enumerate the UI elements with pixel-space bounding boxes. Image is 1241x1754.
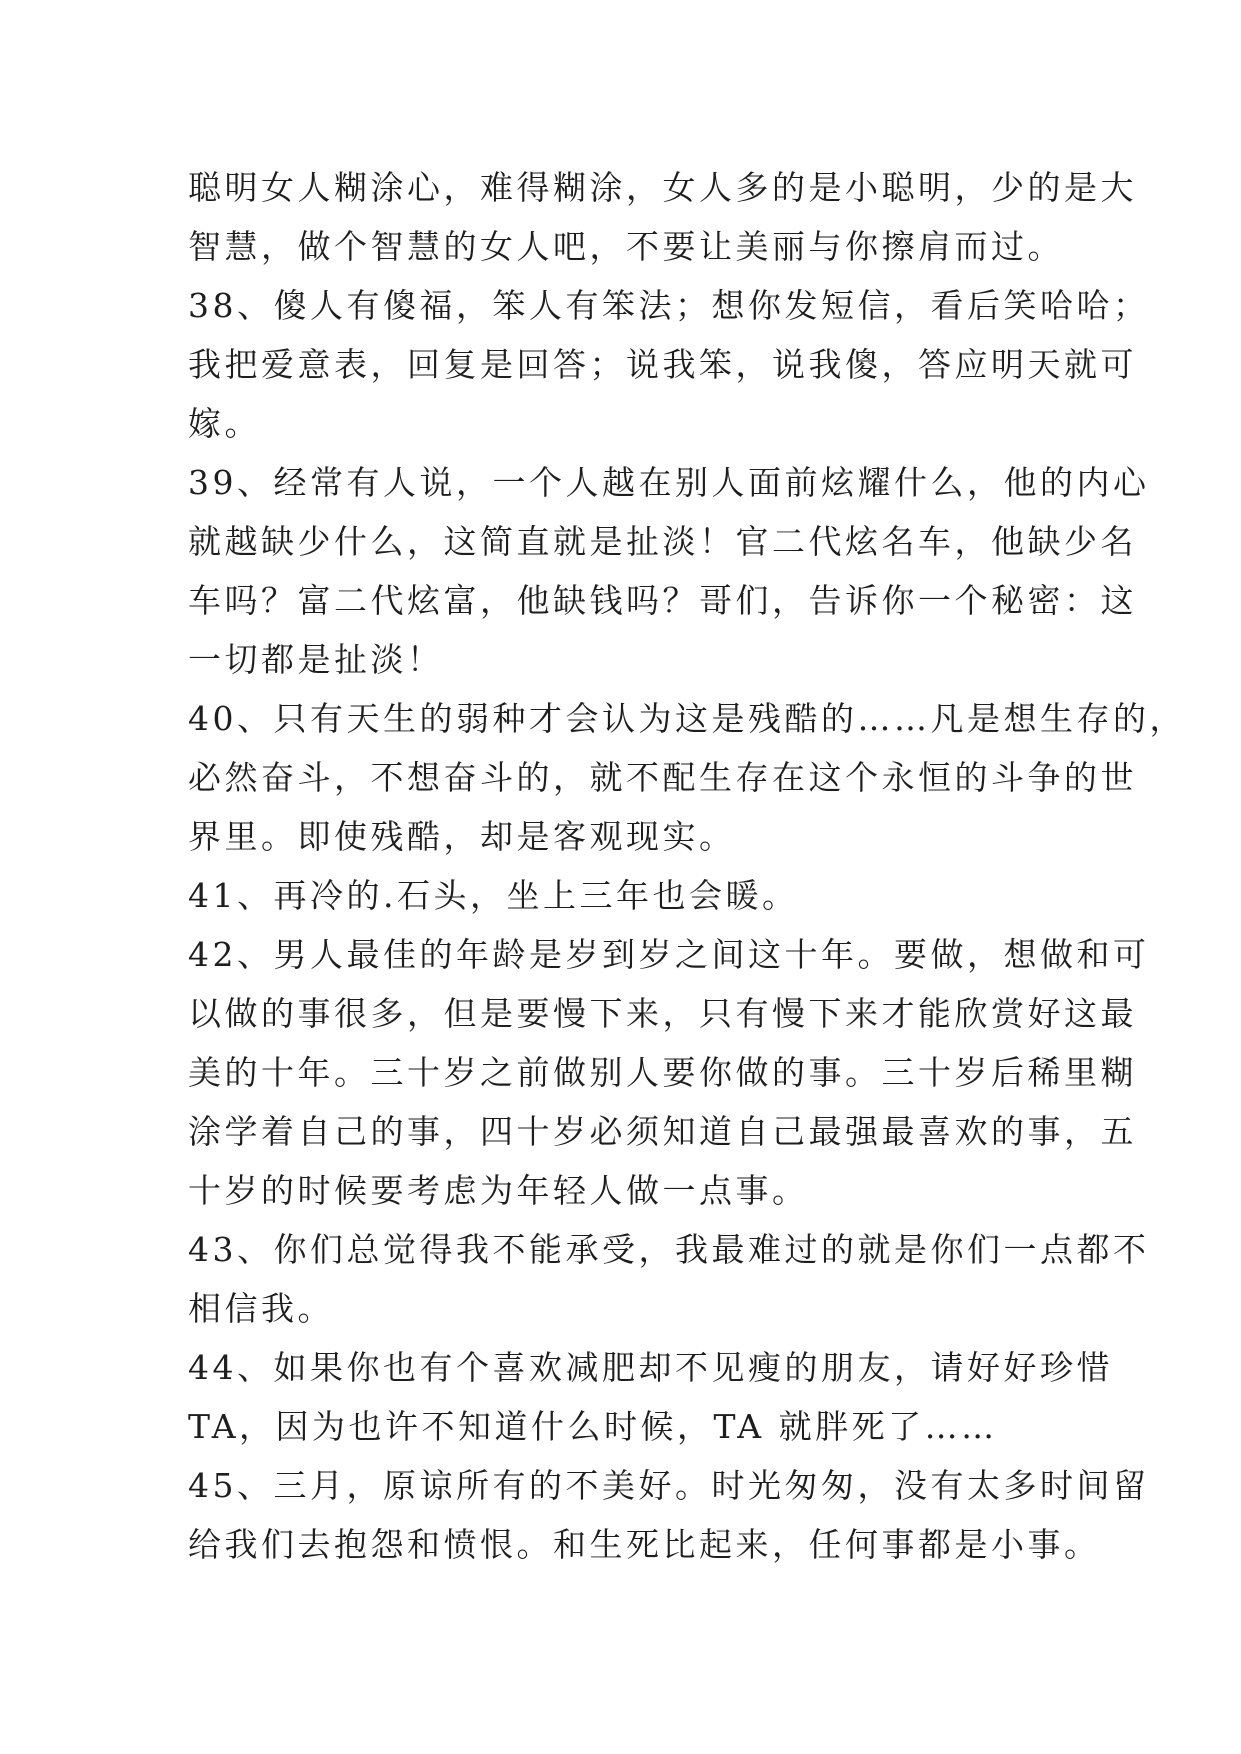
text-line-22: TA，因为也许不知道什么时候，TA 就胖死了…… xyxy=(188,1407,998,1446)
text-line-17: 涂学着自己的事，四十岁必须知道自己最强最喜欢的事，五 xyxy=(188,1112,1137,1151)
text-line-2: 智慧，做个智慧的女人吧，不要让美丽与你擦肩而过。 xyxy=(188,227,1064,266)
text-line-10: 40、只有天生的弱种才会认为这是残酷的……凡是想生存的， xyxy=(188,699,1186,738)
text-line-6: 39、经常有人说，一个人越在别人面前炫耀什么，他的内心 xyxy=(188,463,1150,502)
text-line-5: 嫁。 xyxy=(188,404,261,443)
text-line-9: 一切都是扯淡！ xyxy=(188,640,444,679)
text-line-23: 45、三月，原谅所有的不美好。时光匆匆，没有太多时间留 xyxy=(188,1466,1150,1505)
text-line-8: 车吗？富二代炫富，他缺钱吗？哥们，告诉你一个秘密：这 xyxy=(188,581,1137,620)
text-line-16: 美的十年。三十岁之前做别人要你做的事。三十岁后稀里糊 xyxy=(188,1053,1137,1092)
text-line-20: 相信我。 xyxy=(188,1289,334,1328)
text-line-1: 聪明女人糊涂心，难得糊涂，女人多的是小聪明，少的是大 xyxy=(188,168,1137,207)
text-line-4: 我把爱意表，回复是回答；说我笨，说我傻，答应明天就可 xyxy=(188,345,1137,384)
text-line-21: 44、如果你也有个喜欢减肥却不见瘦的朋友，请好好珍惜 xyxy=(188,1348,1113,1387)
body-text xyxy=(188,158,1186,1574)
text-line-11: 必然奋斗，不想奋斗的，就不配生存在这个永恒的斗争的世 xyxy=(188,758,1137,797)
text-line-13: 41、再冷的.石头，坐上三年也会暖。 xyxy=(188,876,799,915)
text-line-14: 42、男人最佳的年龄是岁到岁之间这十年。要做，想做和可 xyxy=(188,935,1150,974)
text-line-19: 43、你们总觉得我不能承受，我最难过的就是你们一点都不 xyxy=(188,1230,1150,1269)
text-line-18: 十岁的时候要考虑为年轻人做一点事。 xyxy=(188,1171,809,1210)
text-line-7: 就越缺少什么，这简直就是扯淡！官二代炫名车，他缺少名 xyxy=(188,522,1137,561)
text-line-24: 给我们去抱怨和愤恨。和生死比起来，任何事都是小事。 xyxy=(188,1525,1101,1564)
text-line-15: 以做的事很多，但是要慢下来，只有慢下来才能欣赏好这最 xyxy=(188,994,1137,1033)
text-line-12: 界里。即使残酷，却是客观现实。 xyxy=(188,817,736,856)
text-line-3: 38、傻人有傻福，笨人有笨法；想你发短信，看后笑哈哈； xyxy=(188,286,1150,325)
